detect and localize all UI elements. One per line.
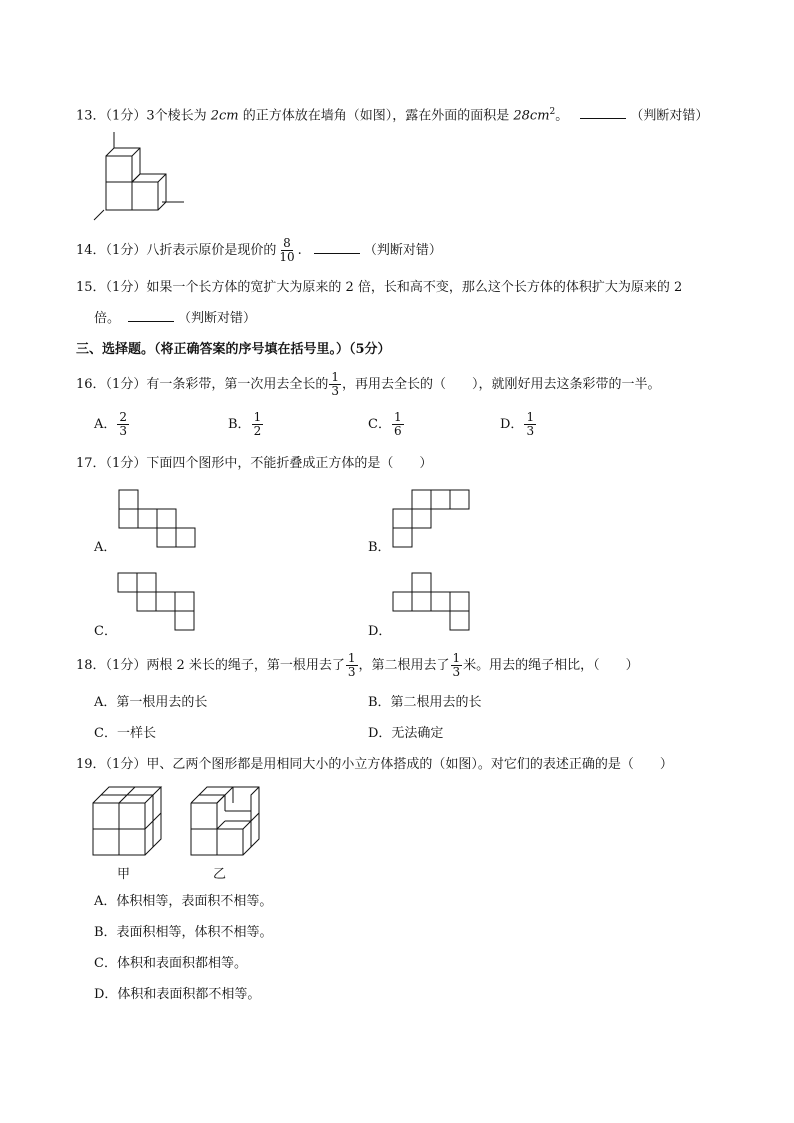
q16-option-b-letter: B． — [228, 417, 251, 432]
q14-fraction — [277, 237, 296, 264]
q18-text-c: 米。用去的绳子相比，（ ） — [463, 658, 639, 673]
q16-option-d-letter: D． — [500, 417, 524, 432]
q13-end: 。 — [555, 108, 569, 124]
q16-option-b-fraction — [252, 411, 264, 438]
q13-figure — [92, 130, 192, 222]
q19-option-d[interactable]: D．体积和表面积都不相等。 — [94, 987, 261, 1002]
q19-figure-yi — [190, 785, 262, 857]
q13-value: 28cm — [513, 108, 550, 124]
q16-c-num: 1 — [393, 410, 402, 424]
q16-option-a-fraction — [117, 411, 129, 438]
question-17: 17．（1分）下面四个图形中，不能折叠成正方体的是（ ） — [76, 456, 433, 471]
q16-text-a: 16．（1分）有一条彩带，第一次用去全长的 — [76, 377, 329, 392]
q19-label-yi: 乙 — [213, 867, 227, 882]
q16-a-den: 3 — [119, 424, 128, 438]
q18-num1: 1 — [347, 651, 356, 665]
q18-fraction-1 — [346, 652, 358, 679]
q19-figure-jia — [92, 785, 164, 857]
q15-answer-blank[interactable] — [128, 309, 174, 322]
question-15-line1: 15．（1分）如果一个长方体的宽扩大为原来的 2 倍，长和高不变，那么这个长方体的体积扩大为原来的 2 — [76, 280, 683, 295]
q18-num2: 1 — [452, 651, 461, 665]
q17-net-b — [392, 489, 472, 551]
q18-option-a[interactable]: A．第一根用去的长 — [94, 695, 208, 710]
q16-num: 1 — [331, 370, 339, 384]
question-15-line2 — [94, 309, 256, 328]
q18-den1: 3 — [347, 665, 356, 679]
q14-end: . — [297, 243, 302, 258]
q16-text-b: ，再用去全长的（ ），就刚好用去这条彩带的一半。 — [341, 377, 661, 392]
q16-b-num: 1 — [253, 410, 262, 424]
q17-net-d — [392, 572, 472, 634]
q16-option-d[interactable] — [500, 410, 537, 440]
q17-option-c-label[interactable]: C． — [94, 624, 117, 639]
q17-net-a — [118, 489, 198, 551]
q18-text-a: 18．（1分）两根 2 米长的绳子，第一根用去了 — [76, 658, 345, 673]
q16-d-num: 1 — [526, 410, 535, 424]
q18-fraction-2 — [451, 652, 463, 679]
q18-option-d[interactable]: D．无法确定 — [368, 726, 444, 741]
q16-a-num: 2 — [119, 410, 128, 424]
question-18 — [76, 651, 639, 681]
q19-option-a[interactable]: A．体积相等，表面积不相等。 — [94, 894, 273, 909]
q18-text-b: ，第二根用去了 — [358, 658, 450, 673]
q17-net-c — [117, 572, 197, 634]
question-16 — [76, 370, 660, 400]
q16-option-c-letter: C． — [368, 417, 391, 432]
q18-option-c[interactable]: C．一样长 — [94, 726, 156, 741]
q13-unit: 2cm — [210, 108, 239, 124]
q13-judge: （判断对错） — [630, 108, 709, 124]
question-14 — [76, 236, 442, 266]
q16-option-d-fraction — [524, 411, 536, 438]
q14-judge: （判断对错） — [363, 243, 442, 258]
q14-num: 8 — [283, 236, 291, 250]
section-3-title: 三、选择题。（将正确答案的序号填在括号里。）（5分） — [76, 342, 391, 357]
q16-fraction — [329, 371, 341, 398]
q14-text: 14．（1分）八折表示原价是现价的 — [76, 243, 277, 258]
q16-option-a-letter: A． — [94, 417, 117, 432]
q13-answer-blank[interactable] — [580, 106, 626, 119]
q16-den: 3 — [331, 384, 339, 398]
q13-sup: 2 — [549, 107, 556, 117]
q16-c-den: 6 — [393, 424, 402, 438]
q16-d-den: 3 — [526, 424, 535, 438]
q17-option-b-label[interactable]: B． — [368, 540, 391, 555]
q14-answer-blank[interactable] — [314, 241, 360, 254]
q16-b-den: 2 — [253, 424, 262, 438]
q16-option-b[interactable] — [228, 410, 264, 440]
q16-option-c[interactable] — [368, 410, 405, 440]
q13-text-a: 13．（1分）3个棱长为 — [76, 108, 211, 124]
q18-den2: 3 — [452, 665, 461, 679]
q18-option-b[interactable]: B．第二根用去的长 — [368, 695, 482, 710]
q17-option-d-label[interactable]: D． — [368, 624, 392, 639]
q13-text-b: 的正方体放在墙角（如图），露在外面的面积是 — [238, 108, 514, 124]
question-19: 19．（1分）甲、乙两个图形都是用相同大小的小立方体搭成的（如图）。对它们的表述正确的是（ ） — [76, 757, 673, 772]
q17-option-a-label[interactable]: A． — [94, 540, 117, 555]
question-13 — [76, 103, 708, 125]
q19-option-c[interactable]: C．体积和表面积都相等。 — [94, 956, 247, 971]
q19-label-jia: 甲 — [117, 867, 131, 882]
q16-option-a[interactable] — [94, 410, 130, 440]
q14-den: 10 — [279, 250, 295, 264]
q16-option-c-fraction — [392, 411, 404, 438]
q15-judge: （判断对错） — [178, 311, 257, 326]
q15-text: 倍。 — [94, 311, 121, 326]
q19-option-b[interactable]: B．表面积相等，体积不相等。 — [94, 925, 273, 940]
